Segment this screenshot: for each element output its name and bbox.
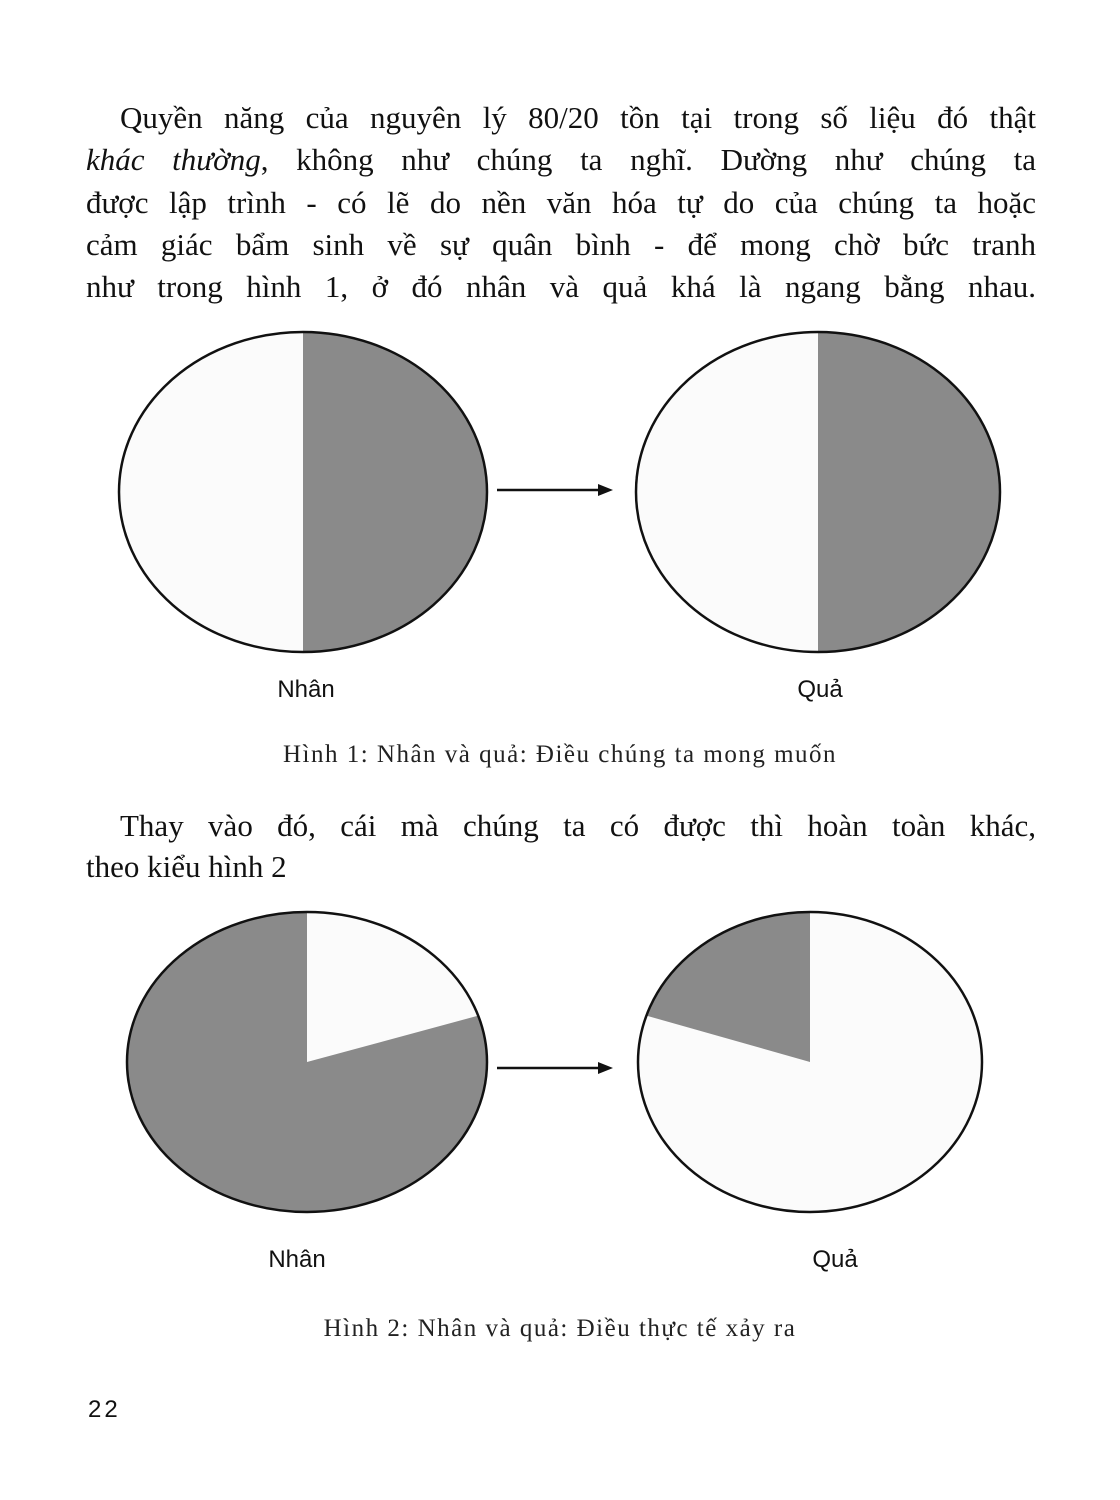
figure-2-caption: Hình 2: Nhân và quả: Điều thực tế xảy ra [323, 1315, 797, 1342]
text-line: theo kiểu hình 2 [86, 849, 287, 884]
text-line: Thay vào đó, cái mà chúng ta có được thì hoàn toàn khác, [120, 808, 1036, 843]
text-span: , không như chúng ta nghĩ. Dường như chúng ta [260, 142, 1036, 177]
arrow-icon [497, 1062, 613, 1074]
emphasis-text: khác thường [86, 142, 261, 177]
cause-label: Nhân [268, 1246, 326, 1273]
dark-slice [303, 332, 487, 652]
text-line: như trong hình 1, ở đó nhân và quả khá là ngang bằng nhau. [86, 269, 1036, 304]
figure-1-diagram [0, 320, 1120, 670]
effect-pie [636, 332, 1000, 652]
cause-pie [127, 912, 487, 1212]
text-line: được lập trình - có lẽ do nền văn hóa tự do của chúng ta hoặc [86, 185, 1036, 220]
cause-label: Nhân [277, 676, 335, 703]
effect-label: Quả [797, 676, 843, 703]
text-line: Quyền năng của nguyên lý 80/20 tồn tại trong số liệu đó thật [120, 100, 1036, 135]
page-number: 22 [88, 1396, 121, 1423]
cause-pie [119, 332, 487, 652]
text-line: cảm giác bẩm sinh về sự quân bình - để mong chờ bức tranh [86, 227, 1036, 262]
effect-label: Quả [812, 1246, 858, 1273]
dark-slice [818, 332, 1000, 652]
text-line [86, 140, 1036, 180]
arrow-icon [497, 484, 613, 496]
figure-2-diagram [0, 900, 1120, 1230]
effect-pie [638, 912, 982, 1212]
figure-1-caption: Hình 1: Nhân và quả: Điều chúng ta mong muốn [282, 741, 838, 768]
